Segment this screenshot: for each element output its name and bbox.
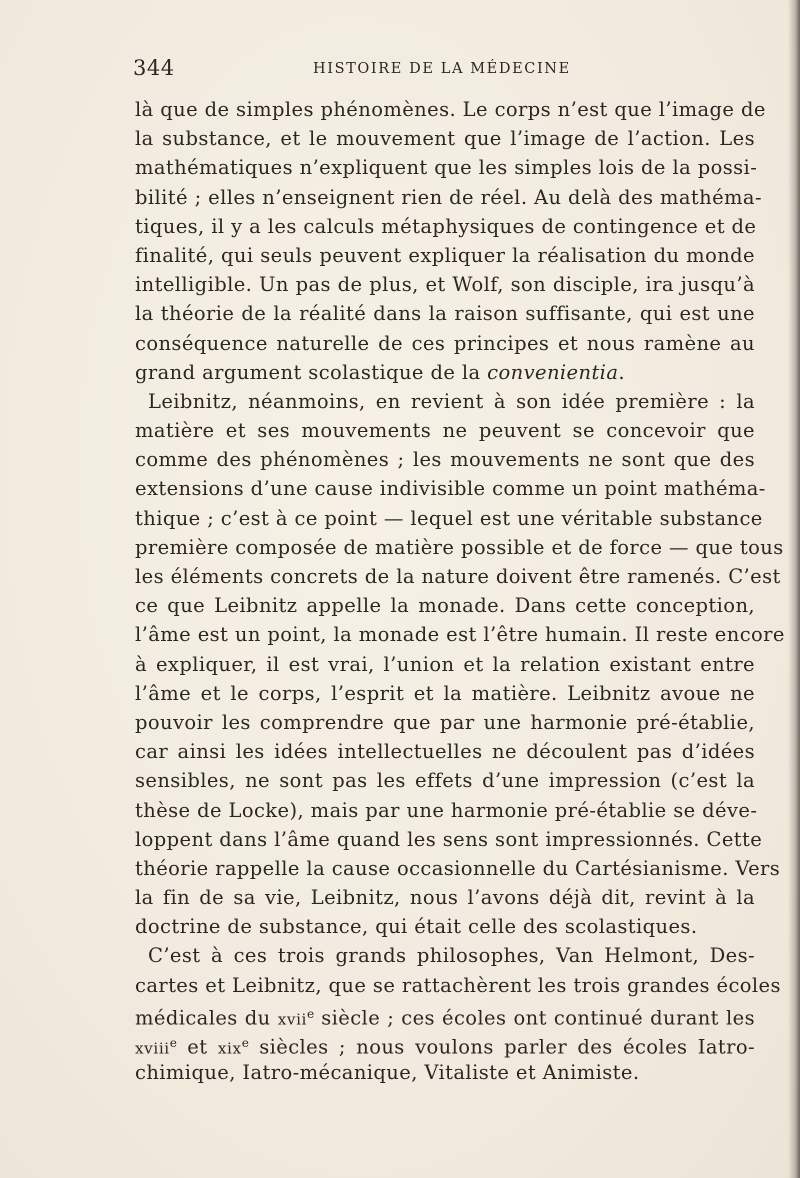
italic-word: convenientia	[487, 360, 619, 384]
text-line: là que de simples phénomènes. Le corps n’est que l’image de	[135, 98, 766, 121]
text-segment: grand argument scolastique de la	[135, 360, 481, 384]
text-line: loppent dans l’âme quand les sens sont impressionnés. Cette	[135, 827, 763, 851]
text-line: comme des phénomènes ; les mouvements ne sont que des	[135, 448, 755, 472]
text-line: matière et ses mouvements ne peuvent se concevoir que	[135, 419, 755, 443]
text-line: théorie rappelle la cause occasionnelle du Cartésianisme. Vers	[135, 856, 781, 880]
text-line: mathématiques n’expliquent que les simples lois de la possi-	[135, 156, 758, 180]
text-line: pouvoir les comprendre que par une harmonie pré-établie,	[135, 710, 755, 734]
text-line: finalité, qui seuls peuvent expliquer la réalisation du monde	[135, 243, 755, 267]
century-numeral: xix	[217, 1039, 242, 1058]
text-line: Leibnitz, néanmoins, en revient à son idée première : la	[148, 389, 755, 413]
text-line: les éléments concrets de la nature doivent être ramenés. C’est	[135, 565, 781, 588]
text-line: à expliquer, il est vrai, l’union et la relation existant entre	[135, 652, 755, 676]
text-line: cartes et Leibnitz, que se rattachèrent les trois grandes écoles	[135, 973, 781, 997]
century-numeral: xvii	[277, 1010, 307, 1029]
text-line: première composée de matière possible et de force — que tous	[135, 535, 784, 559]
text-segment: et	[187, 1035, 208, 1059]
superscript: e	[169, 1036, 177, 1050]
text-line	[135, 358, 755, 387]
superscript: e	[307, 1006, 315, 1021]
page-number: 344	[133, 56, 175, 80]
text-line: l’âme est un point, la monade est l’être humain. Il reste encore	[135, 623, 785, 647]
text-segment: médicales du	[135, 1006, 271, 1030]
text-line	[135, 1000, 755, 1029]
running-title: HISTOIRE DE LA MÉDECINE	[313, 61, 571, 77]
text-line: chimique, Iatro-mécanique, Vitaliste et Animiste.	[135, 1061, 640, 1085]
text-segment: siècle ; ces écoles ont continué durant les	[321, 1006, 755, 1030]
page-header	[133, 56, 753, 84]
text-line: ce que Leibnitz appelle la monade. Dans cette conception,	[135, 594, 755, 618]
text-line	[135, 1029, 755, 1058]
text-line: la substance, et le mouvement que l’image de l’action. Les	[135, 127, 755, 151]
text-line: la théorie de la réalité dans la raison suffisante, qui est une	[135, 302, 755, 326]
page-edge-shadow	[788, 0, 800, 1178]
text-line: conséquence naturelle de ces principes et nous ramène au	[135, 331, 755, 355]
text-line: C’est à ces trois grands philosophes, Van Helmont, Des-	[148, 944, 755, 968]
text-line: doctrine de substance, qui était celle des scolastiques.	[135, 915, 698, 939]
body-text	[135, 95, 785, 1087]
text-line: bilité ; elles n’enseignent rien de réel. Au delà des mathéma-	[135, 185, 762, 209]
text-line: sensibles, ne sont pas les effets d’une impression (c’est la	[135, 769, 755, 793]
text-line: thèse de Locke), mais par une harmonie pré-établie se déve-	[135, 798, 758, 822]
superscript: e	[241, 1036, 249, 1050]
text-line: extensions d’une cause indivisible comme un point mathéma-	[135, 477, 766, 501]
text-line: intelligible. Un pas de plus, et Wolf, son disciple, ira jusqu’à	[135, 273, 755, 297]
text-line: l’âme et le corps, l’esprit et la matière. Leibnitz avoue ne	[135, 681, 755, 705]
text-segment: siècles ; nous voulons parler des écoles Iatro-	[259, 1035, 756, 1059]
century-numeral: xviii	[135, 1039, 170, 1058]
text-line: thique ; c’est à ce point — lequel est une véritable substance	[135, 506, 763, 530]
text-line: car ainsi les idées intellectuelles ne découlent pas d’idées	[135, 740, 755, 764]
text-line: la fin de sa vie, Leibnitz, nous l’avons déjà dit, revint à la	[135, 886, 755, 910]
text-line: tiques, il y a les calculs métaphysiques de contingence et de	[135, 214, 757, 238]
punctuation: .	[618, 360, 625, 384]
